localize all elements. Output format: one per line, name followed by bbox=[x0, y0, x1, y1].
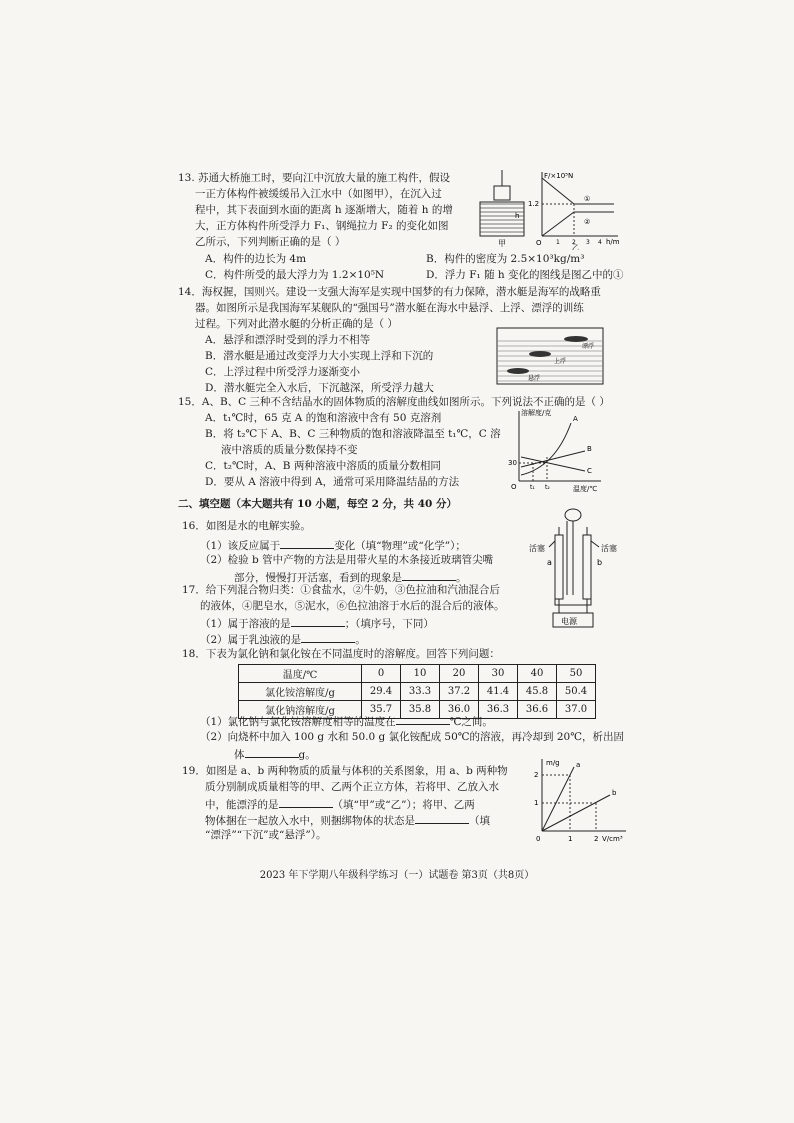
q14-line-3: 过程。下列对此潜水艇的分析正确的是（ ） bbox=[195, 318, 398, 330]
q16-answer-2-blank[interactable] bbox=[402, 569, 456, 581]
q13-line-5: 乙所示，下列判断正确的是（ ） bbox=[195, 236, 346, 248]
table-cell: 氯化铵溶解度/g bbox=[239, 683, 362, 701]
q18-sub-1-a: （1）氯化钠与氯化铵溶解度相等的温度在 bbox=[200, 716, 396, 728]
q19-line-3 bbox=[205, 796, 475, 813]
q15-option-b: B．将 t₂℃下 A、B、C 三种物质的饱和溶液降温至 t₁℃，C 溶 bbox=[205, 428, 501, 440]
table-cell: 33.3 bbox=[401, 683, 440, 701]
q16-sub-2a: （2）检验 b 管中产物的方法是用带火星的木条接近玻璃管尖嘴 bbox=[200, 554, 494, 566]
q17-answer-1-blank[interactable] bbox=[291, 615, 345, 627]
q19-figure bbox=[530, 755, 630, 843]
q15-fig-A: A bbox=[573, 415, 578, 423]
table-cell: 45.8 bbox=[518, 683, 557, 701]
q14-fig-label-3: 悬浮 bbox=[528, 375, 541, 382]
q15-option-d: D．要从 A 溶液中得到 A，通常可采用降温结晶的方法 bbox=[205, 476, 460, 488]
q13-line-4: 大，正方体构件所受浮力 F₁、钢绳拉力 F₂ 的变化如图 bbox=[195, 220, 449, 232]
q19-fig-y2: 2 bbox=[534, 771, 539, 779]
q17-line-1: 17．给下列混合物归类：①食盐水，②牛奶，③色拉油和汽油混合后 bbox=[182, 584, 500, 596]
table-cell: 36.3 bbox=[479, 701, 518, 719]
q13-line-3: 程中，其下表面到水面的距离 h 逐渐增大，随着 h 的增 bbox=[195, 204, 453, 216]
q16-sub-1-b: 变化（填“物理”或“化学”）； bbox=[334, 540, 466, 552]
table-row bbox=[239, 683, 596, 701]
q18-sub-2 bbox=[234, 746, 316, 763]
q15-fig-xlabel: 温度/℃ bbox=[573, 485, 598, 493]
q17-line-2: 的液体，④肥皂水，⑤泥水，⑥色拉油溶于水后的混合后的液体。 bbox=[200, 600, 505, 612]
q13-fig-jia: 甲 bbox=[498, 239, 506, 248]
q16-sub-1 bbox=[200, 537, 466, 554]
q14-option-d: D．潜水艇完全入水后，下沉越深，所受浮力越大 bbox=[205, 382, 434, 394]
q17-sub-1 bbox=[200, 615, 434, 632]
q16-fig-power: 电源 bbox=[561, 617, 577, 626]
q14-figure bbox=[496, 327, 604, 385]
q15-fig-y30: 30 bbox=[508, 459, 517, 467]
q13-fig-xlabel: h/m bbox=[606, 238, 620, 246]
q17-sub-1-a: （1）属于溶液的是 bbox=[200, 618, 291, 630]
q18-sub-2a: （2）向烧杯中加入 100 g 水和 50.0 g 氯化铵配成 50℃的溶液，再冷却到 20℃，析出固 bbox=[200, 731, 624, 743]
q13-fig-x3: 3 bbox=[586, 239, 590, 246]
q19-fig-ylabel: m/g bbox=[546, 759, 560, 767]
table-cell: 50.4 bbox=[557, 683, 596, 701]
table-header-cell: 10 bbox=[401, 665, 440, 683]
q19-line-4 bbox=[205, 812, 490, 829]
q15-fig-t2: t₂ bbox=[545, 484, 550, 491]
table-cell: 36.6 bbox=[518, 701, 557, 719]
table-header-cell: 0 bbox=[362, 665, 401, 683]
q16-sub-2-b: 部分，慢慢打开活塞，看到的现象是 bbox=[234, 572, 402, 584]
q13-option-d: D．浮力 F₁ 随 h 变化的图线是图乙中的① bbox=[426, 269, 624, 281]
table-cell: 氯化钠溶解度/g bbox=[239, 701, 362, 719]
q17-sub-2 bbox=[200, 631, 366, 648]
q19-answer-2-blank[interactable] bbox=[415, 812, 469, 824]
table-header-cell: 50 bbox=[557, 665, 596, 683]
q19-line-1: 19．如图是 a、b 两种物质的质量与体积的关系图象，用 a、b 两种物 bbox=[182, 765, 508, 777]
q14-option-b: B．潜水艇是通过改变浮力大小实现上浮和下沉的 bbox=[205, 350, 434, 362]
q19-line-4-b: （填 bbox=[469, 815, 490, 827]
q13-option-b: B．构件的密度为 2.5×10³kg/m³ bbox=[426, 253, 585, 265]
q15-fig-t1: t₁ bbox=[530, 484, 535, 491]
q19-line-2: 质分别制成质量相等的甲、乙两个正立方体，若将甲、乙放入水 bbox=[205, 781, 499, 793]
q19-fig-origin: 0 bbox=[536, 835, 541, 843]
q18-answer-2-blank[interactable] bbox=[245, 746, 299, 758]
q19-fig-x1: 1 bbox=[568, 835, 573, 843]
q16-sub-1-a: （1）该反应属于 bbox=[200, 540, 281, 552]
q16-figure bbox=[525, 505, 635, 635]
q18-sub-1-b: ℃之间。 bbox=[449, 716, 493, 728]
table-cell: 41.4 bbox=[479, 683, 518, 701]
q18-line-1: 18．下表为氯化钠和氯化铵在不同温度时的溶解度。回答下列问题： bbox=[182, 648, 500, 660]
q14-fig-label-1: 漂浮 bbox=[582, 343, 595, 350]
table-cell: 35.8 bbox=[401, 701, 440, 719]
q13-line-2: 一正方体构件被缓缓吊入江水中（如图甲），在沉入过 bbox=[195, 188, 442, 200]
q19-fig-x2: 2 bbox=[594, 835, 599, 843]
table-cell: 37.0 bbox=[557, 701, 596, 719]
q13-figure bbox=[478, 166, 622, 250]
q13-fig-y12: 1.2 bbox=[528, 200, 540, 208]
q19-line-5: “漂浮”“下沉”或“悬浮”）。 bbox=[205, 829, 327, 841]
q19-fig-b: b bbox=[612, 789, 617, 797]
q17-sub-1-b: ；（填序号，下同） bbox=[344, 618, 434, 630]
q15-fig-B: B bbox=[587, 445, 592, 453]
q13-fig-curve-2: ② bbox=[584, 218, 591, 226]
table-header-cell: 40 bbox=[518, 665, 557, 683]
table-cell: 35.7 bbox=[362, 701, 401, 719]
table-cell: 36.0 bbox=[440, 701, 479, 719]
q13-fig-x4: 4 bbox=[598, 239, 602, 246]
q17-sub-2-b: 。 bbox=[355, 634, 366, 646]
q18-sub-2-c: g。 bbox=[298, 749, 316, 761]
table-header-cell: 30 bbox=[479, 665, 518, 683]
q15-fig-C: C bbox=[587, 467, 592, 475]
q15-fig-ylabel: 溶解度/克 bbox=[521, 409, 552, 417]
q19-fig-xlabel: V/cm³ bbox=[602, 835, 623, 843]
q19-fig-a: a bbox=[576, 761, 581, 769]
page-footer: 2023 年下学期八年级科学练习（一）试题卷 第3页（共8页） bbox=[259, 870, 535, 881]
q19-answer-1-blank[interactable] bbox=[279, 796, 333, 808]
q15-option-a: A．t₁℃时，65 克 A 的饱和溶液中含有 50 克溶剂 bbox=[205, 412, 442, 424]
q16-answer-1-blank[interactable] bbox=[280, 537, 334, 549]
q14-fig-label-2: 上浮 bbox=[554, 358, 567, 365]
q17-answer-2-blank[interactable] bbox=[301, 631, 355, 643]
q13-fig-h: h bbox=[515, 212, 520, 220]
q16-fig-a: a bbox=[547, 558, 552, 567]
q15-line-1: 15．A、B、C 三种不含结晶水的固体物质的溶解度曲线如图所示。下列说法不正确的是（ ） bbox=[178, 396, 610, 408]
q19-line-3-b: （填“甲”或“乙”）；将甲、乙两 bbox=[332, 799, 475, 811]
q18-answer-1-blank[interactable] bbox=[396, 713, 450, 725]
q16-line-1: 16．如图是水的电解实验。 bbox=[182, 520, 311, 532]
q15-option-b-cont: 液中溶质的质量分数保持不变 bbox=[221, 444, 358, 456]
q13-line-1: 13. 苏通大桥施工时，要向江中沉放大量的施工构件，假设 bbox=[178, 172, 451, 184]
table-header-cell: 温度/℃ bbox=[239, 665, 362, 683]
q13-fig-yi: 乙 bbox=[572, 244, 579, 250]
q18-sub-2-b: 体 bbox=[234, 749, 245, 761]
q13-option-c: C．构件所受的最大浮力为 1.2×10⁵N bbox=[205, 269, 385, 281]
q13-fig-x2: 2 bbox=[572, 239, 576, 246]
table-header-row bbox=[239, 665, 596, 683]
q14-option-c: C．上浮过程中所受浮力逐渐变小 bbox=[205, 366, 361, 378]
q15-fig-origin: O bbox=[511, 483, 517, 491]
q13-fig-ylabel: F/×10⁵N bbox=[544, 172, 574, 180]
q13-fig-curve-1: ① bbox=[584, 195, 591, 203]
q18-sub-1 bbox=[200, 713, 493, 730]
q15-option-c: C．t₂℃时，A、B 两种溶液中溶质的质量分数相同 bbox=[205, 460, 441, 472]
q17-sub-2-a: （2）属于乳浊液的是 bbox=[200, 634, 302, 646]
q19-fig-y1: 1 bbox=[534, 799, 539, 807]
q16-fig-b: b bbox=[597, 558, 603, 567]
q13-option-a: A．构件的边长为 4m bbox=[205, 253, 307, 265]
q14-line-1: 14．海权握，国则兴。建设一支强大海军是实现中国梦的有力保障，潜水艇是海军的战略重 bbox=[178, 286, 601, 298]
q19-line-4-a: 物体捆在一起放入水中，则捆绑物体的状态是 bbox=[205, 815, 415, 827]
q16-sub-2-c: 。 bbox=[456, 572, 467, 584]
q13-fig-origin: O bbox=[536, 239, 542, 247]
q13-fig-x1: 1 bbox=[556, 239, 560, 246]
q19-line-3-a: 中，能漂浮的是 bbox=[205, 799, 279, 811]
q14-option-a: A．悬浮和漂浮时受到的浮力不相等 bbox=[205, 334, 371, 346]
table-cell: 37.2 bbox=[440, 683, 479, 701]
q14-line-2: 器。如图所示是我国海军某舰队的“强国号”潜水艇在海水中悬浮、上浮、漂浮的训练 bbox=[195, 302, 584, 314]
section-2-heading: 二、填空题（本大题共有 10 小题，每空 2 分，共 40 分） bbox=[178, 498, 457, 510]
table-cell: 29.4 bbox=[362, 683, 401, 701]
solubility-table bbox=[238, 664, 596, 719]
q16-fig-valve-right: 活塞 bbox=[601, 544, 617, 553]
table-header-cell: 20 bbox=[440, 665, 479, 683]
q15-figure bbox=[505, 405, 605, 493]
q16-fig-valve-left: 活塞 bbox=[529, 544, 545, 553]
